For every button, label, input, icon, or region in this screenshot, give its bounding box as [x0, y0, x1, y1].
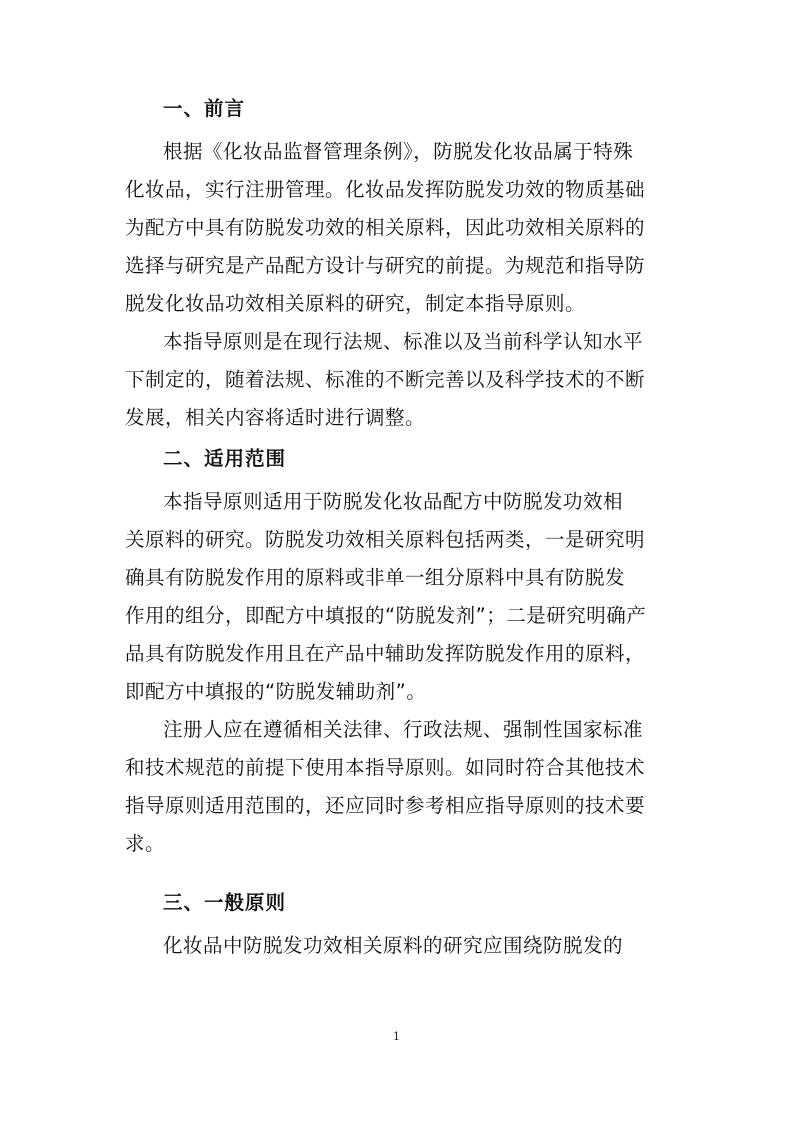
paragraph-line: 为配方中具有防脱发功效的相关原料，因此功效相关原料的	[125, 216, 646, 239]
section-heading-general-principles: 三、一般原则	[163, 891, 287, 914]
paragraph-line: 化妆品，实行注册管理。化妆品发挥防脱发功效的物质基础	[125, 178, 646, 201]
paragraph-line: 本指导原则适用于防脱发化妆品配方中防脱发功效相	[163, 490, 624, 513]
paragraph-line: 求。	[125, 832, 166, 855]
paragraph-line: 发展，相关内容将适时进行调整。	[125, 406, 426, 429]
page-number: 1	[393, 1030, 400, 1043]
paragraph-line: 脱发化妆品功效相关原料的研究，制定本指导原则。	[125, 292, 586, 315]
paragraph-line: 本指导原则是在现行法规、标准以及当前科学认知水平	[163, 330, 644, 353]
paragraph-line: 下制定的，随着法规、标准的不断完善以及科学技术的不断	[125, 368, 646, 391]
paragraph-line: 化妆品中防脱发功效相关原料的研究应围绕防脱发的	[163, 934, 624, 957]
paragraph-line: 选择与研究是产品配方设计与研究的前提。为规范和指导防	[125, 254, 646, 277]
section-heading-scope: 二、适用范围	[163, 447, 287, 470]
section-heading-preface: 一、前言	[163, 97, 246, 120]
paragraph-line: 注册人应在遵循相关法律、行政法规、强制性国家标准	[163, 718, 644, 741]
paragraph-line: 确具有防脱发作用的原料或非单一组分原料中具有防脱发	[125, 566, 626, 589]
paragraph-line: 指导原则适用范围的，还应同时参考相应指导原则的技术要	[125, 794, 646, 817]
paragraph-line: 品具有防脱发作用且在产品中辅助发挥防脱发作用的原料，	[125, 642, 646, 665]
paragraph-line: 作用的组分，即配方中填报的“防脱发剂”；二是研究明确产	[125, 604, 647, 627]
paragraph-line: 即配方中填报的“防脱发辅助剂”。	[125, 680, 427, 703]
paragraph-line: 和技术规范的前提下使用本指导原则。如同时符合其他技术	[125, 756, 646, 779]
paragraph-line: 根据《化妆品监督管理条例》，防脱发化妆品属于特殊	[163, 140, 634, 163]
paragraph-line: 关原料的研究。防脱发功效相关原料包括两类，一是研究明	[125, 528, 646, 551]
